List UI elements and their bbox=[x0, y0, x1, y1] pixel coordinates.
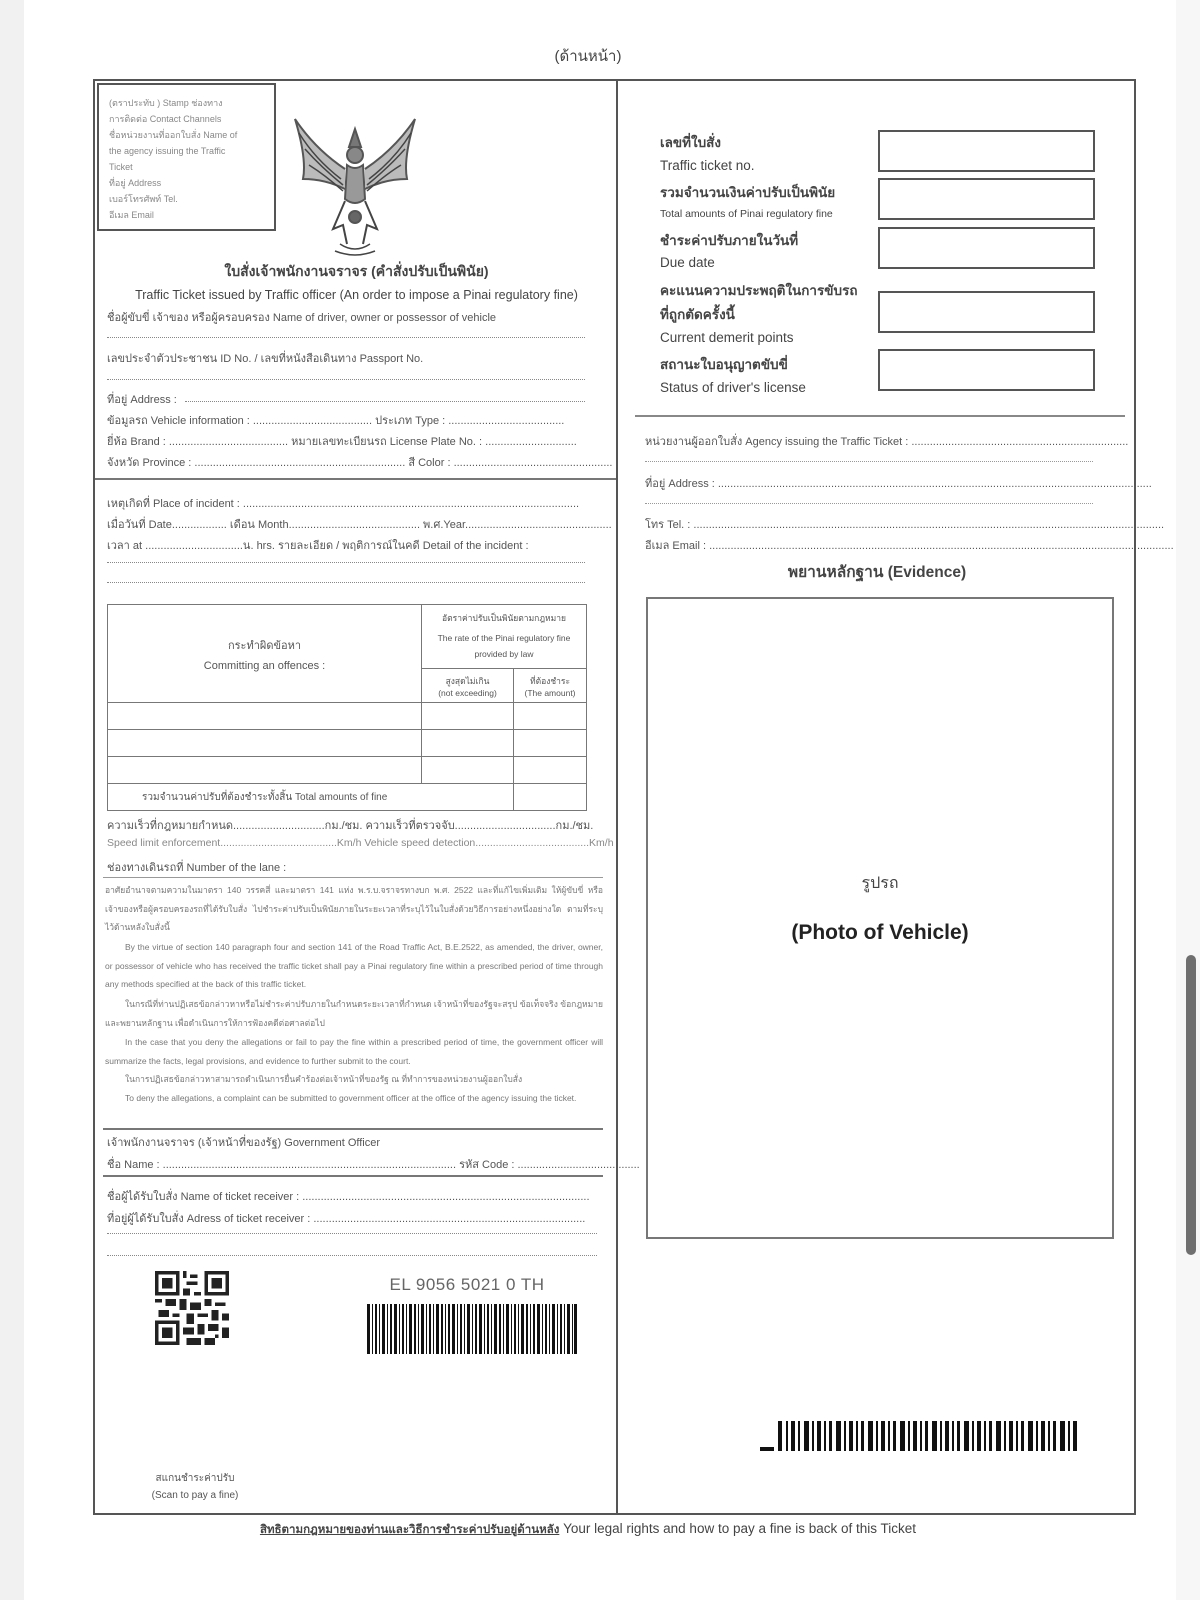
stamp-line: การติดต่อ Contact Channels bbox=[109, 114, 222, 124]
license-status-label-thai: สถานะใบอนุญาตขับขี่ bbox=[660, 357, 788, 372]
table-row[interactable] bbox=[108, 757, 587, 784]
legal-paragraph-thai-1: อาศัยอำนาจตามความในมาตรา 140 วรรคสี่ และมาตรา 141 แห่ง พ.ร.บ.จราจรทางบก พ.ศ. 2522 และที่แก้ไขเพิ่มเติม ให้ผู้ขับขี่ หรือเจ้าของหรือผู้ครอบครองรถที่ได้รับใบสั่ง ไปชำระค่าปรับเป็นพินัยภายในระยะเวลาที่ระบุไว้ในใบสั่งด้วยวิธีการอย่างหนึ่งอย่างใด ตามที่ระบุไว้ด้านหลังใบสั่งนี้ bbox=[105, 885, 603, 932]
tracking-number: EL 9056 5021 0 TH bbox=[389, 1275, 545, 1294]
total-amount-cell[interactable] bbox=[514, 784, 587, 811]
officer-name-label: ชื่อ Name : ................................................................................................ รหัส Code : ........................................ bbox=[107, 1159, 640, 1171]
total-label: รวมจำนวนค่าปรับที่ต้องชำระทั้งสิ้น Total amounts of fine bbox=[108, 784, 514, 811]
footer-rights-english: Your legal rights and how to pay a fine is back of this Ticket bbox=[563, 1521, 917, 1536]
section-divider bbox=[103, 1175, 603, 1177]
receiver-address-line[interactable] bbox=[107, 1255, 597, 1256]
table-row[interactable] bbox=[108, 703, 587, 730]
ticket-no-label-english: Traffic ticket no. bbox=[660, 158, 755, 173]
address-label: ที่อยู่ Address : bbox=[107, 394, 177, 406]
ticket-title-english: Traffic Ticket issued by Traffic officer (An order to impose a Pinai regulatory fine) bbox=[135, 288, 578, 302]
stamp-line: the agency issuing the Traffic bbox=[109, 146, 226, 156]
legal-paragraph-english-1: By the virtue of section 140 paragraph four and section 141 of the Road Traffic Act, B.E.2522, as amended, the driver, owner, or possessor of vehicle who has received the traffic ticket shall pay a Pinai regulatory fine within a prescribed period of time through any methods specified at the back of this traffic ticket. bbox=[105, 942, 603, 989]
right-column bbox=[620, 81, 1174, 1513]
max-header bbox=[422, 669, 514, 703]
detail-line[interactable] bbox=[107, 562, 585, 563]
id-number-line[interactable] bbox=[107, 379, 585, 380]
offence-table bbox=[107, 604, 587, 811]
id-number-label: เลขประจำตัวประชาชน ID No. / เลขที่หนังสือเดินทาง Passport No. bbox=[107, 353, 424, 365]
agency-address-line[interactable] bbox=[645, 503, 1093, 504]
scan-label-english: (Scan to pay a fine) bbox=[151, 1490, 239, 1501]
license-status-field[interactable] bbox=[878, 349, 1095, 391]
receiver-address-label: ที่อยู่ผู้ได้รับใบสั่ง Adress of ticket receiver : ......................................................................................... bbox=[107, 1213, 586, 1225]
due-date-field[interactable] bbox=[878, 227, 1095, 269]
demerit-label-thai-2: ที่ถูกตัดครั้งนี้ bbox=[660, 307, 735, 322]
offence-header-english: Committing an offences : bbox=[203, 659, 326, 672]
section-divider bbox=[103, 877, 603, 878]
stamp-line: อีเมล Email bbox=[109, 210, 154, 220]
province-label: จังหวัด Province : ..................................................................... สี Color : .................................................... bbox=[107, 457, 613, 469]
officer-label: เจ้าพนักงานจราจร (เจ้าหน้าที่ของรัฐ) Government Officer bbox=[107, 1137, 381, 1149]
demerit-label-thai: คะแนนความประพฤติในการขับรถ bbox=[660, 283, 858, 298]
agency-email-label: อีเมล Email : ........................................................................................................................................................ bbox=[645, 540, 1174, 552]
driver-name-label: ชื่อผู้ขับขี่ เจ้าของ หรือผู้ครอบครอง Name of driver, owner or possessor of vehicle bbox=[107, 312, 497, 324]
barcode-icon bbox=[367, 1304, 577, 1354]
total-row bbox=[108, 784, 587, 811]
amount-header-thai: ที่ต้องชำระ bbox=[529, 675, 571, 686]
legal-paragraph-thai-2: ในกรณีที่ท่านปฏิเสธข้อกล่าวหาหรือไม่ชำระค่าปรับภายในกำหนดระยะเวลาที่กำหนด เจ้าหน้าที่ของรัฐจะสรุป ข้อเท็จจริง ข้อกฎหมาย และพยานหลักฐาน เพื่อดำเนินการให้การฟ้องคดีต่อศาลต่อไป bbox=[105, 999, 603, 1028]
time-detail-label: เวลา at ................................น. hrs. รายละเอียด / พฤติการณ์ในคดี Detail of the incident : bbox=[107, 540, 529, 552]
legal-paragraph-english-3: To deny the allegations, a complaint can be submitted to government officer at the office of the agency issuing the ticket. bbox=[125, 1093, 577, 1103]
ticket-title-thai: ใบสั่งเจ้าพนักงานจราจร (คำสั่งปรับเป็นพินัย) bbox=[224, 263, 489, 279]
ticket-no-label-thai: เลขที่ใบสั่ง bbox=[660, 135, 722, 150]
agency-tel-label: โทร Tel. : .......................................................................................................................................................... bbox=[645, 519, 1165, 531]
stamp-line: ที่อยู่ Address bbox=[109, 178, 162, 188]
legal-paragraph-thai-3: ในการปฏิเสธข้อกล่าวหาสามารถดำเนินการยื่นคำร้องต่อเจ้าหน้าที่ของรัฐ ณ ที่ทำการของหน่วยงานผู้ออกใบสั่ง bbox=[125, 1074, 523, 1084]
address-line[interactable] bbox=[185, 401, 585, 402]
driver-name-line[interactable] bbox=[107, 337, 585, 338]
stamp-line: เบอร์โทรศัพท์ Tel. bbox=[109, 194, 178, 204]
vehicle-info-label: ข้อมูลรถ Vehicle information : ....................................... ประเภท Type : ...................................... bbox=[107, 415, 565, 427]
scrollbar-thumb[interactable] bbox=[1186, 955, 1196, 1255]
section-divider bbox=[95, 478, 616, 480]
date-label: เมื่อวันที่ Date.................. เดือน Month........................................... พ.ศ.Year................................................ bbox=[107, 519, 612, 531]
total-fine-label-english: Total amounts of Pinai regulatory fine bbox=[660, 208, 833, 220]
section-divider bbox=[635, 415, 1125, 417]
footer-note bbox=[0, 1521, 1176, 1539]
agency-address-label: ที่อยู่ Address : .............................................................................................................................................. bbox=[645, 478, 1152, 490]
scan-label-thai: สแกนชำระค่าปรับ bbox=[155, 1473, 235, 1484]
footer-rights-thai: สิทธิตามกฎหมายของท่านและวิธีการชำระค่าปรับอยู่ด้านหลัง bbox=[259, 1524, 560, 1536]
amount-header-english: (The amount) bbox=[524, 687, 576, 698]
max-header-english: (not exceeding) bbox=[438, 687, 497, 698]
stamp-line: Ticket bbox=[109, 162, 133, 172]
detail-line[interactable] bbox=[107, 582, 585, 583]
section-divider bbox=[103, 1128, 603, 1130]
max-header-thai: สูงสุดไม่เกิน bbox=[445, 675, 490, 686]
amount-header bbox=[514, 669, 587, 703]
qr-code-icon[interactable] bbox=[155, 1271, 229, 1345]
license-status-label-english: Status of driver's license bbox=[660, 380, 806, 395]
rate-header-thai: อัตราค่าปรับเป็นพินัยตามกฎหมาย bbox=[442, 613, 566, 623]
demerit-field[interactable] bbox=[878, 291, 1095, 333]
total-fine-label-thai: รวมจำนวนเงินค่าปรับเป็นพินัย bbox=[660, 185, 836, 200]
agency-line[interactable] bbox=[645, 461, 1093, 462]
stamp-line: ชื่อหน่วยงานที่ออกใบสั่ง Name of bbox=[109, 130, 238, 140]
agency-label: หน่วยงานผู้ออกใบสั่ง Agency issuing the Traffic Ticket : ....................................................................... bbox=[645, 436, 1129, 448]
offence-header-thai: กระทำผิดข้อหา bbox=[227, 639, 302, 652]
garuda-emblem-icon bbox=[285, 109, 425, 259]
place-of-incident-label: เหตุเกิดที่ Place of incident : .............................................................................................................. bbox=[107, 498, 580, 510]
table-row[interactable] bbox=[108, 730, 587, 757]
brand-label: ยี่ห้อ Brand : ....................................... หมายเลขทะเบียนรถ License Plate No. : .............................. bbox=[107, 436, 577, 448]
front-side-label: (ด้านหน้า) bbox=[554, 48, 622, 65]
photo-label-english: (Photo of Vehicle) bbox=[791, 921, 969, 944]
ticket-barcode-icon bbox=[760, 1421, 1080, 1455]
speed-limit-thai: ความเร็วที่กฎหมายกำหนด..............................กม./ชม. ความเร็วที่ตรวจจับ.................................กม./ชม. bbox=[107, 820, 594, 832]
evidence-photo-box bbox=[646, 597, 1114, 1239]
total-fine-field[interactable] bbox=[878, 178, 1095, 220]
rate-header-english: The rate of the Pinai regulatory fine provided by law bbox=[437, 633, 571, 659]
due-date-label-thai: ชำระค่าปรับภายในวันที่ bbox=[660, 233, 799, 248]
lane-number-label: ช่องทางเดินรถที่ Number of the lane : bbox=[107, 862, 287, 874]
receiver-address-line[interactable] bbox=[107, 1233, 597, 1234]
traffic-ticket-form bbox=[93, 79, 1174, 1515]
evidence-title: พยานหลักฐาน (Evidence) bbox=[787, 564, 967, 581]
scrollbar-track[interactable] bbox=[1176, 0, 1200, 1600]
legal-paragraph-english-2: In the case that you deny the allegations or fail to pay the fine within a prescribed period of time, the government officer will summarize the facts, legal provisions, and evidence to further submit to the court. bbox=[105, 1037, 603, 1066]
stamp-box bbox=[97, 83, 276, 231]
demerit-label-english: Current demerit points bbox=[660, 330, 794, 345]
speed-limit-english: Speed limit enforcement........................................Km/h Vehicle speed detection.......................................Km/h bbox=[107, 837, 614, 849]
receiver-name-label: ชื่อผู้ได้รับใบสั่ง Name of ticket receiver : .............................................................................................. bbox=[107, 1191, 590, 1203]
due-date-label-english: Due date bbox=[660, 255, 715, 270]
left-column bbox=[95, 81, 640, 1513]
rate-header bbox=[422, 605, 587, 669]
photo-label-thai: รูปรถ bbox=[861, 875, 899, 892]
ticket-no-field[interactable] bbox=[878, 130, 1095, 172]
offence-header bbox=[108, 605, 422, 703]
stamp-line: (ตราประทับ ) Stamp ช่องทาง bbox=[109, 98, 223, 108]
